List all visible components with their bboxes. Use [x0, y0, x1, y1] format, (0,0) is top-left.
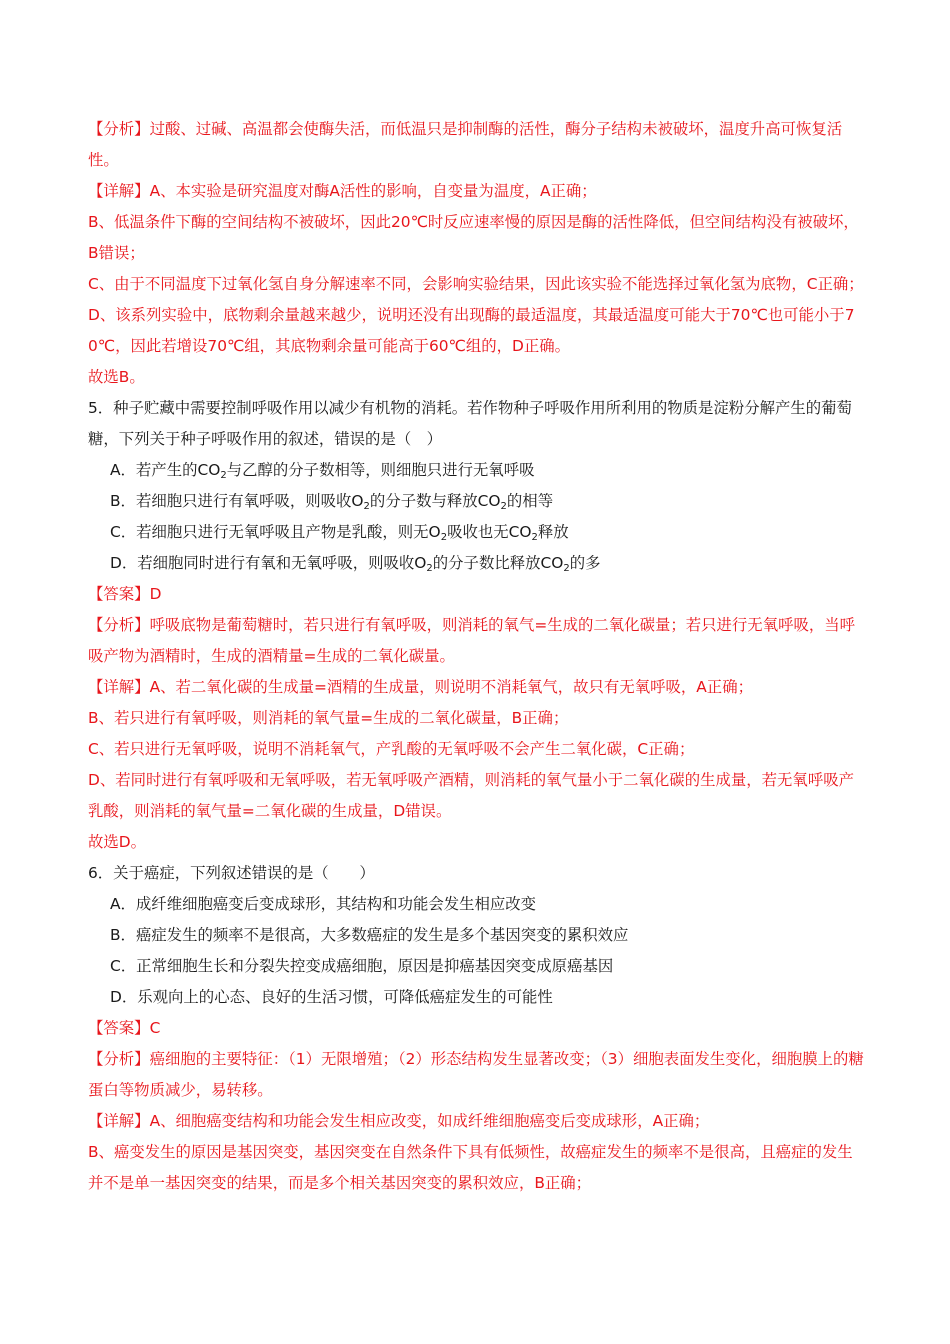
document-page: [88, 114, 864, 1199]
q4-analysis: 【分析】过酸、过碱、高温都会使酶失活，而低温只是抑制酶的活性，酶分子结构未被破坏，温度升高可恢复活性。: [88, 120, 843, 169]
q6-detail-b: B、癌变发生的原因是基因突变，基因突变在自然条件下具有低频性，故癌症发生的频率不是很高，且癌症的发生并不是单一基因突变的结果，而是多个相关基因突变的累积效应，B正确；: [88, 1143, 853, 1192]
q6-detail-a: 【详解】A、细胞癌变结构和功能会发生相应改变，如成纤维细胞癌变后变成球形，A正确；: [88, 1112, 710, 1130]
q4-conclusion: 故选B。: [88, 368, 145, 386]
q5-option-a: A．若产生的$CO_2$与乙醇的分子数相等，则细胞只进行无氧呼吸: [110, 461, 535, 481]
q6-analysis: 【分析】癌细胞的主要特征：（1）无限增殖；（2）形态结构发生显著改变；（3）细胞表面发生变化，细胞膜上的糖蛋白等物质减少，易转移。: [88, 1050, 864, 1099]
q6-answer: 【答案】C: [88, 1019, 161, 1037]
q5-option-b: B．若细胞只进行有氧呼吸，则吸收$O_2$的分子数与释放$CO_2$的相等: [110, 492, 554, 512]
q5-analysis: 【分析】呼吸底物是葡萄糖时，若只进行有氧呼吸，则消耗的氧气=生成的二氧化碳量；若只进行无氧呼吸，当呼吸产物为酒精时，生成的酒精量=生成的二氧化碳量。: [88, 616, 856, 665]
q4-detail-c: C、由于不同温度下过氧化氢自身分解速率不同，会影响实验结果，因此该实验不能选择过氧化氢为底物，C正确；: [88, 275, 864, 293]
q5-detail-d: D、若同时进行有氧呼吸和无氧呼吸，若无氧呼吸产酒精，则消耗的氧气量小于二氧化碳的生成量，若无氧呼吸产乳酸，则消耗的氧气量=二氧化碳的生成量，D错误。: [88, 771, 854, 820]
q5-stem: 5．种子贮藏中需要控制呼吸作用以减少有机物的消耗。若作物种子呼吸作用所利用的物质是淀粉分解产生的葡萄糖，下列关于种子呼吸作用的叙述，错误的是（ ）: [88, 399, 852, 448]
q6-option-b: B．癌症发生的频率不是很高，大多数癌症的发生是多个基因突变的累积效应: [110, 926, 629, 944]
q4-detail-a: 【详解】A、本实验是研究温度对酶A活性的影响，自变量为温度，A正确；: [88, 182, 597, 200]
q6-option-a: A．成纤维细胞癌变后变成球形，其结构和功能会发生相应改变: [110, 895, 537, 913]
q5-detail-c: C、若只进行无氧呼吸，说明不消耗氧气，产乳酸的无氧呼吸不会产生二氧化碳，C正确；: [88, 740, 695, 758]
q5-detail-b: B、若只进行有氧呼吸，则消耗的氧气量=生成的二氧化碳量，B正确；: [88, 709, 569, 727]
q5-option-c: C．若细胞只进行无氧呼吸且产物是乳酸，则无$O_2$吸收也无$CO_2$释放: [110, 523, 569, 543]
q5-answer: 【答案】D: [88, 585, 162, 603]
q5-option-d: D．若细胞同时进行有氧和无氧呼吸，则吸收$O_2$的分子数比释放$CO_2$的多: [110, 554, 601, 574]
q6-stem: 6．关于癌症，下列叙述错误的是（ ）: [88, 864, 375, 882]
q5-detail-a: 【详解】A、若二氧化碳的生成量=酒精的生成量，则说明不消耗氧气，故只有无氧呼吸，A正确；: [88, 678, 753, 696]
q4-detail-d: D、该系列实验中，底物剩余量越来越少，说明还没有出现酶的最适温度，其最适温度可能大于70℃也可能小于70℃，因此若增设70℃组，其底物剩余量可能高于60℃组的，D正确。: [88, 306, 855, 355]
q6-option-d: D．乐观向上的心态、良好的生活习惯，可降低癌症发生的可能性: [110, 988, 553, 1006]
q4-detail-b: B、低温条件下酶的空间结构不被破坏，因此20℃时反应速率慢的原因是酶的活性降低，但空间结构没有被破坏，B错误；: [88, 213, 859, 262]
q6-option-c: C．正常细胞生长和分裂失控变成癌细胞，原因是抑癌基因突变成原癌基因: [110, 957, 614, 975]
q5-conclusion: 故选D。: [88, 833, 147, 851]
